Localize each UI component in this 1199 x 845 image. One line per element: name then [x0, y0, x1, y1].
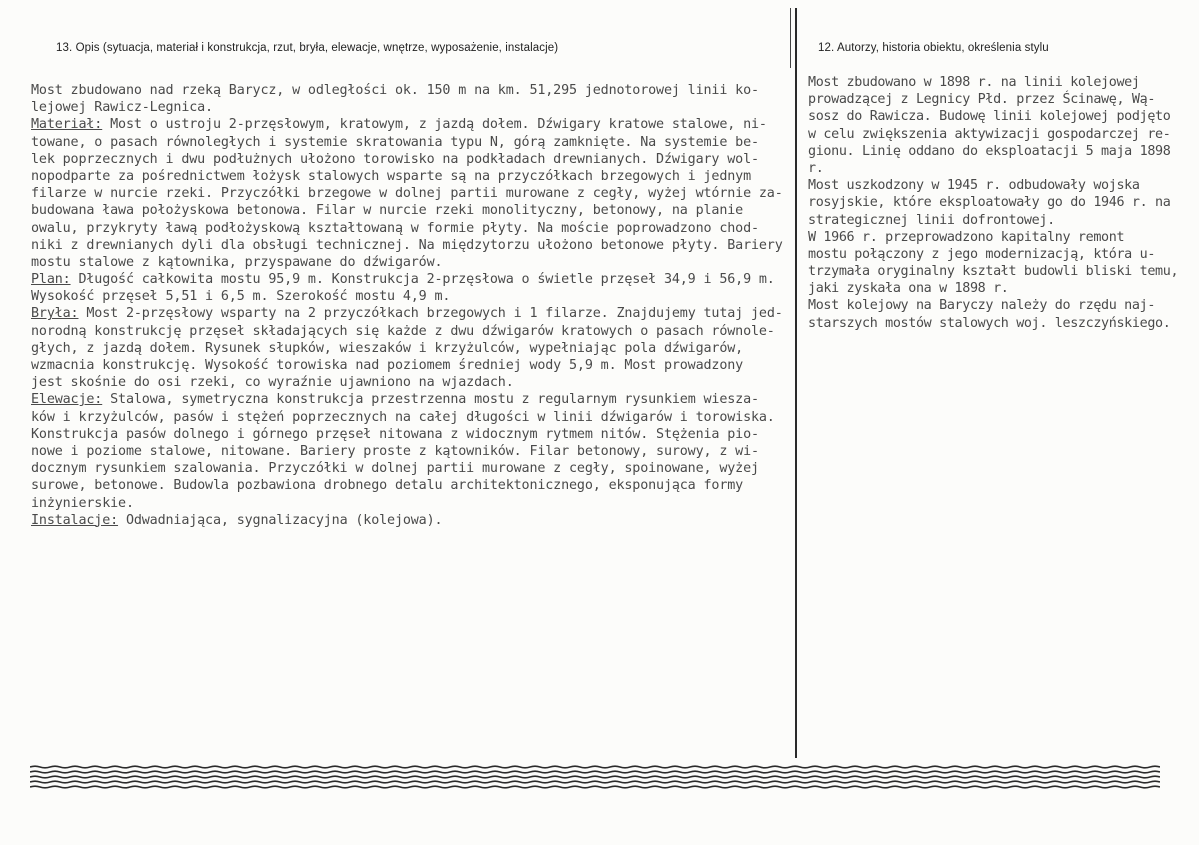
- column-divider: [795, 8, 797, 758]
- history-line: prowadzącej z Legnicy Płd. przez Ścinawę, Wą-: [808, 92, 1156, 108]
- description-line: [31, 391, 791, 408]
- line-text: Długość całkowita mostu 95,9 m. Konstrukcja 2-przęsłowa o świetle przęseł 34,9 i 56,9 m.: [70, 272, 775, 288]
- history-line: W 1966 r. przeprowadzono kapitalny remont: [808, 229, 1125, 245]
- line-text: norodną konstrukcję przęseł składających się każde z dwu dźwigarów kratowych o pasach równole-: [31, 323, 775, 339]
- line-text: Konstrukcja pasów dolnego i górnego przęseł nitowana z widocznym rytmem nitów. Stężenia pio-: [31, 426, 759, 442]
- section-label: Plan:: [31, 272, 71, 288]
- line-text: inżynierskie.: [31, 495, 134, 511]
- line-text: Most o ustroju 2-przęsłowym, kratowym, z jazdą dołem. Dźwigary kratowe stalowe, ni-: [102, 117, 767, 133]
- description-line: [31, 82, 791, 99]
- description-line: [31, 512, 791, 529]
- description-line: [31, 220, 791, 237]
- description-line: [31, 443, 791, 460]
- history-text: [808, 74, 1193, 332]
- history-line: mostu połączony z jego modernizacją, która u-: [808, 246, 1156, 262]
- line-text: niki z drewnianych dyli dla obsługi technicznej. Na międzytorzu ułożono betonowe płyty. Bariery: [31, 237, 783, 253]
- description-line: [31, 254, 791, 271]
- line-text: lejowej Rawicz-Legnica.: [31, 100, 213, 116]
- history-line: sosz do Rawicza. Budowę linii kolejowej podjęto: [808, 109, 1171, 125]
- description-line: [31, 323, 791, 340]
- history-line: rosyjskie, które eksploatowały go do 1946 r. na: [808, 195, 1171, 211]
- line-text: lek poprzecznych i dwu podłużnych ułożono torowisko na podkładach drewnianych. Dźwigary wol-: [31, 151, 759, 167]
- line-text: docznym rysunkiem szalowania. Przyczółki w dolnej partii murowane z cegły, spoinowane, wyżej: [31, 461, 759, 477]
- description-line: [31, 495, 791, 512]
- description-line: [31, 409, 791, 426]
- description-line: [31, 477, 791, 494]
- line-text: Most zbudowano nad rzeką Barycz, w odległości ok. 150 m na km. 51,295 jednotorowej linii ko-: [31, 83, 759, 98]
- section-12-heading: 12. Autorzy, historia obiektu, określenia stylu: [818, 42, 1049, 54]
- description-line: [31, 288, 791, 305]
- description-line: [31, 151, 791, 168]
- line-text: filarze w nurcie rzeki. Przyczółki brzegowe w dolnej partii murowane z cegły, wyżej wtórnie za-: [31, 186, 783, 202]
- history-line: Most zbudowano w 1898 r. na linii kolejowej: [808, 75, 1140, 90]
- line-text: Stalowa, symetryczna konstrukcja przestrzenna mostu z regularnym rysunkiem wiesza-: [102, 392, 759, 408]
- line-text: wzmacnia konstrukcję. Wysokość torowiska nad poziomem średniej wody 5,9 m. Most prowadzony: [31, 358, 744, 373]
- section-label: Elewacje:: [31, 392, 103, 408]
- column-divider-tick: [790, 8, 791, 68]
- line-text: budowana ława położyskowa betonowa. Filar w nurcie rzeki monolityczny, betonowy, na planie: [31, 203, 744, 219]
- section-13-heading: 13. Opis (sytuacja, materiał i konstrukcja, rzut, bryła, elewacje, wnętrze, wyposażenie, instalacje): [56, 42, 559, 54]
- history-line: strategicznej linii dofrontowej.: [808, 212, 1055, 228]
- description-line: [31, 134, 791, 151]
- history-line: jaki zyskała ona w 1898 r.: [808, 281, 1009, 297]
- history-line: Most uszkodzony w 1945 r. odbudowały wojska: [808, 178, 1140, 194]
- section-label: Bryła:: [31, 306, 79, 322]
- section-label: Instalacje:: [31, 512, 119, 528]
- line-text: nopodparte za pośrednictwem łożysk stalowych wsparte są na przyczółkach brzegowych i jednym: [31, 168, 751, 184]
- description-line: [31, 357, 791, 374]
- description-line: [31, 374, 791, 391]
- wave-line: [30, 766, 1160, 768]
- description-line: [31, 99, 791, 116]
- history-line: gionu. Linię oddano do eksploatacji 5 maja 1898: [808, 143, 1171, 159]
- wave-line: [30, 771, 1160, 773]
- history-line: w celu zwiększenia aktywizacji gospodarczej re-: [808, 126, 1171, 142]
- description-text: [31, 82, 791, 529]
- description-line: [31, 426, 791, 443]
- description-line: [31, 202, 791, 219]
- description-line: [31, 237, 791, 254]
- history-line: trzymała oryginalny kształt budowli bliski temu,: [808, 264, 1179, 280]
- line-text: jest skośnie do osi rzeki, co wyraźnie ujawniono na wjazdach.: [31, 375, 514, 391]
- line-text: towane, o pasach równoległych i systemie skratowania typu N, górą zamknięte. Na systemie be-: [31, 134, 759, 150]
- description-line: [31, 271, 791, 288]
- description-line: [31, 185, 791, 202]
- wave-line: [30, 786, 1160, 788]
- line-text: mostu stalowe z kątownika, przyspawane do dźwigarów.: [31, 254, 443, 270]
- wave-line: [30, 781, 1160, 783]
- section-label: Materiał:: [31, 117, 103, 133]
- line-text: nowe i poziome stalowe, nitowane. Bariery proste z kątowników. Filar betonowy, surowy, z wi-: [31, 443, 759, 459]
- history-line: r.: [808, 160, 824, 176]
- description-line: [31, 116, 791, 133]
- line-text: głych, z jazdą dołem. Rysunek słupków, wieszaków i krzyżulców, wypełniając pola dźwigarów,: [31, 340, 744, 356]
- line-text: Odwadniająca, sygnalizacyjna (kolejowa).: [118, 512, 443, 528]
- wave-line: [30, 776, 1160, 778]
- description-line: [31, 305, 791, 322]
- description-line: [31, 168, 791, 185]
- line-text: surowe, betonowe. Budowla pozbawiona drobnego detalu architektonicznego, eksponująca formy: [31, 478, 744, 494]
- description-line: [31, 340, 791, 357]
- line-text: owalu, przykryty ławą podłożyskową kształtowaną w formie płyty. Na moście poprowadzono chod-: [31, 220, 759, 236]
- description-line: [31, 460, 791, 477]
- line-text: Wysokość przęseł 5,51 i 6,5 m. Szerokość mostu 4,9 m.: [31, 289, 451, 305]
- history-line: Most kolejowy na Baryczy należy do rzędu naj-: [808, 298, 1156, 314]
- line-text: ków i krzyżulców, pasów i stężeń poprzecznych na całej długości w linii dźwigarów i torowiska.: [31, 409, 775, 425]
- history-line: starszych mostów stalowych woj. leszczyńskiego.: [808, 315, 1171, 331]
- wavy-border-band: [30, 763, 1160, 793]
- line-text: Most 2-przęsłowy wsparty na 2 przyczółkach brzegowych i 1 filarze. Znajdujemy tutaj jed-: [78, 306, 783, 322]
